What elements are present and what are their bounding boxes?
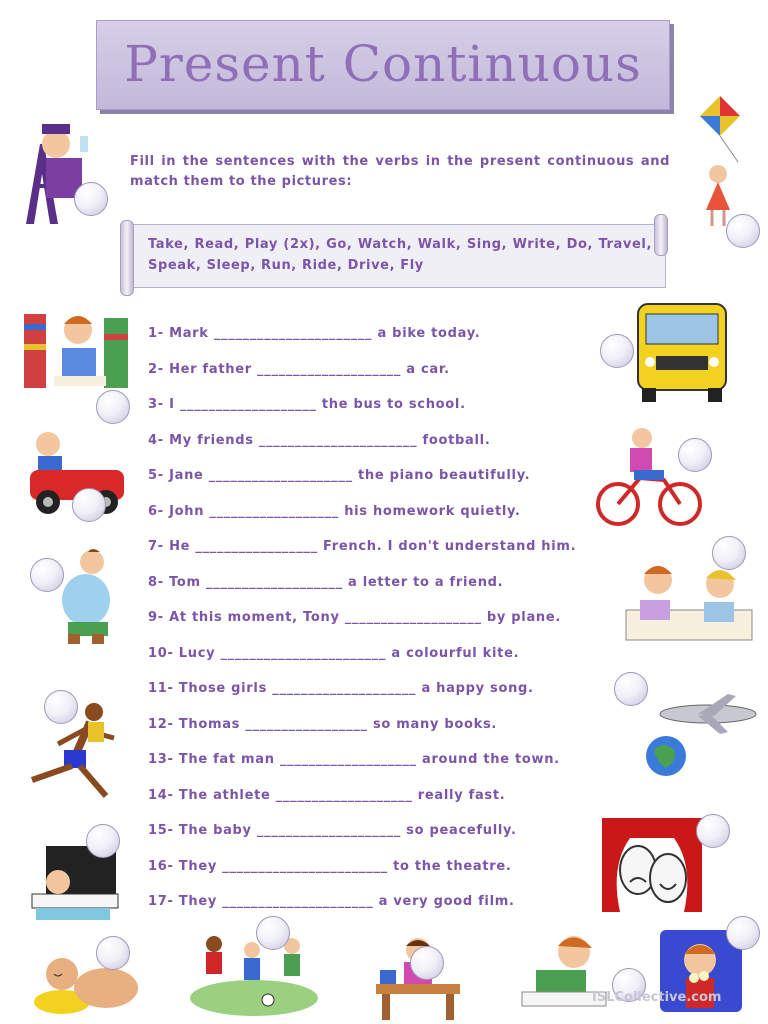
kite-girl-picture <box>690 92 752 232</box>
theatre-masks-picture <box>600 816 704 916</box>
answer-circle[interactable] <box>256 916 290 950</box>
sentence-9: 9- At this moment, Tony ___________________ by plane. <box>148 610 562 625</box>
scroll-roll-right <box>654 214 668 256</box>
answer-circle[interactable] <box>726 214 760 248</box>
sentence-6: 6- John __________________ his homework quietly. <box>148 504 521 519</box>
answer-circle[interactable] <box>410 946 444 980</box>
sentence-5: 5- Jane ____________________ the piano beautifully. <box>148 468 531 483</box>
sentence-14: 14- The athlete ___________________ really fast. <box>148 788 506 803</box>
sentence-2: 2- Her father ____________________ a car. <box>148 362 450 377</box>
answer-circle[interactable] <box>30 558 64 592</box>
instructions: Fill in the sentences with the verbs in the present continuous and match them to the pictures: <box>130 154 670 189</box>
sentence-11: 11- Those girls ____________________ a happy song. <box>148 681 534 696</box>
football-picture <box>188 930 320 1020</box>
sentence-12: 12- Thomas _________________ so many books. <box>148 717 498 732</box>
reading-boy-picture <box>20 304 132 392</box>
kids-homework-picture <box>620 560 758 648</box>
sentence-13: 13- The fat man ___________________ around the town. <box>148 752 560 767</box>
sentence-3: 3- I ___________________ the bus to school. <box>148 397 466 412</box>
sentence-8: 8- Tom ___________________ a letter to a friend. <box>148 575 504 590</box>
verb-list: Take, Read, Play (2x), Go, Watch, Walk, Sing, Write, Do, Travel, Speak, Sleep, Run, Ride, Drive, Fly <box>148 237 652 273</box>
sentence-16: 16- They _______________________ to the theatre. <box>148 859 512 874</box>
sentence-10: 10- Lucy _______________________ a colourful kite. <box>148 646 520 661</box>
answer-circle[interactable] <box>614 672 648 706</box>
fat-man-picture <box>58 546 114 646</box>
answer-circle[interactable] <box>72 488 106 522</box>
answer-circle[interactable] <box>96 390 130 424</box>
answer-circle[interactable] <box>726 916 760 950</box>
scroll-roll-left <box>120 220 134 296</box>
sentence-17: 17- They _____________________ a very good film. <box>148 894 515 909</box>
answer-circle[interactable] <box>96 936 130 970</box>
sentence-1: 1- Mark ______________________ a bike today. <box>148 326 481 341</box>
sentence-15: 15- The baby ____________________ so peacefully. <box>148 823 517 838</box>
answer-circle[interactable] <box>712 536 746 570</box>
answer-circle[interactable] <box>600 334 634 368</box>
answer-circle[interactable] <box>678 438 712 472</box>
answer-circle[interactable] <box>44 690 78 724</box>
title-banner <box>96 20 670 110</box>
airplane-globe-picture <box>644 690 760 784</box>
answer-circle[interactable] <box>74 182 108 216</box>
verb-scroll <box>120 220 668 294</box>
answer-circle[interactable] <box>696 814 730 848</box>
sentence-4: 4- My friends ______________________ football. <box>148 433 491 448</box>
school-bus-picture <box>634 298 730 404</box>
page-title: Present Continuous <box>124 35 642 93</box>
watermark: ISLCollective.com <box>592 990 722 1005</box>
answer-circle[interactable] <box>86 824 120 858</box>
sentence-7: 7- He _________________ French. I don't understand him. <box>148 539 577 554</box>
